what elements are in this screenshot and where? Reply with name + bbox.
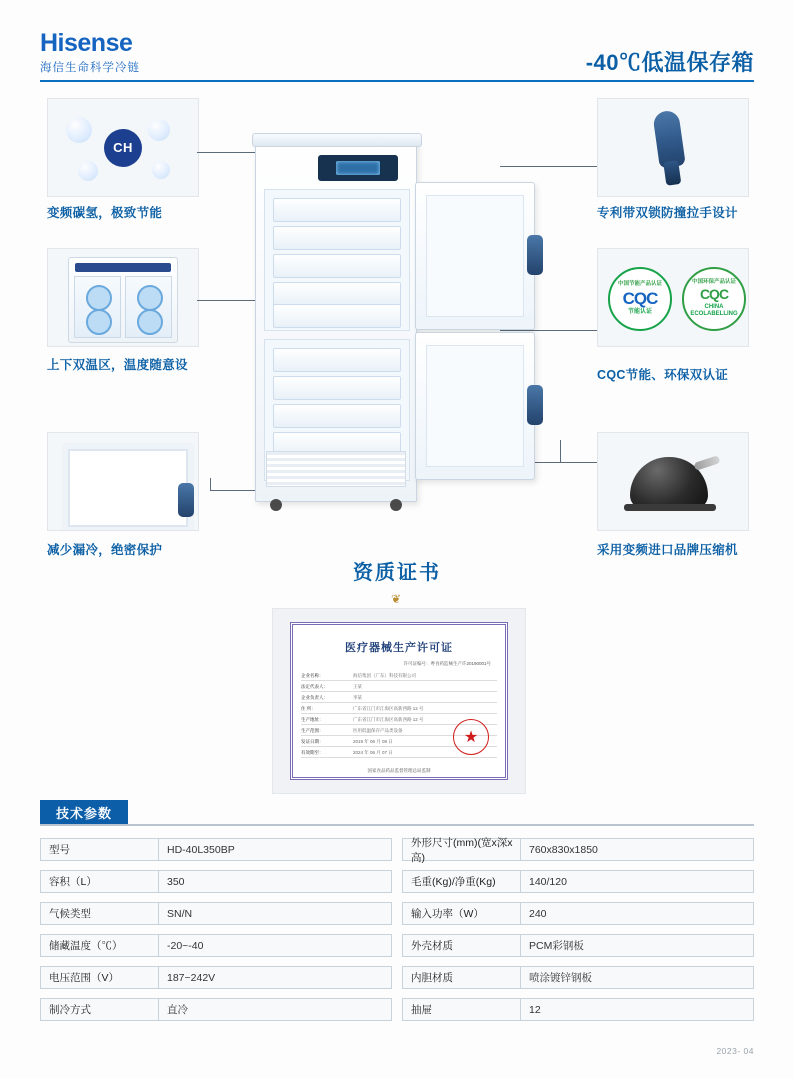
feature-image-compressor bbox=[597, 432, 749, 531]
compressor-pipe-decor bbox=[693, 455, 720, 471]
ch-molecule-icon: CH bbox=[104, 129, 142, 167]
spec-value: HD-40L350BP bbox=[167, 843, 235, 856]
table-row bbox=[402, 836, 754, 864]
spec-key: 气候类型 bbox=[41, 903, 159, 924]
spec-value: 240 bbox=[529, 907, 547, 920]
fan-icon bbox=[86, 309, 112, 335]
fan-icon bbox=[86, 285, 112, 311]
table-row bbox=[40, 870, 392, 893]
feature-caption-gasket: 减少漏冷，绝密保护 bbox=[47, 543, 163, 557]
spec-key: 外壳材质 bbox=[403, 935, 521, 956]
dual-zone-fridge-icon bbox=[68, 257, 178, 343]
certificate-field-row: 企业名称： 海信集团（广东）科技有限公司 bbox=[301, 673, 497, 681]
spec-value: 350 bbox=[167, 875, 185, 888]
certificate-field-row: 生产地址： 广东省江门市江海区高新西路 12 号 bbox=[301, 717, 497, 725]
connector-line bbox=[210, 478, 211, 490]
spec-key: 电压范围（V） bbox=[41, 967, 159, 988]
door-inner-panel bbox=[426, 345, 524, 467]
table-row bbox=[402, 902, 754, 925]
bubble-decor bbox=[78, 161, 98, 181]
feature-caption-certification: CQC节能、环保双认证 bbox=[597, 368, 729, 382]
page-date: 2023- 04 bbox=[716, 1046, 754, 1056]
drawer bbox=[273, 304, 401, 328]
spec-value: 140/120 bbox=[529, 875, 567, 888]
feature-image-handle bbox=[597, 98, 749, 197]
door-handle-icon bbox=[527, 235, 543, 275]
certificate-field-row: 法定代表人： 王某 bbox=[301, 684, 497, 692]
door-handle-icon bbox=[527, 385, 543, 425]
spec-section-tab: 技术参数 bbox=[40, 800, 128, 824]
table-row bbox=[402, 966, 754, 989]
spec-key: 容积（L） bbox=[41, 871, 159, 892]
product-illustration bbox=[215, 110, 560, 515]
fan-icon bbox=[137, 285, 163, 311]
certificate-image-frame bbox=[272, 608, 526, 794]
door-gasket-icon bbox=[62, 443, 194, 531]
table-row bbox=[402, 998, 754, 1021]
feature-image-certification bbox=[597, 248, 749, 347]
certificate-field-row: 生产范围： 医用低温保存产品类设备 bbox=[301, 728, 497, 736]
table-row bbox=[40, 934, 392, 957]
table-row bbox=[402, 934, 754, 957]
spec-value: -20~-40 bbox=[167, 939, 204, 952]
cqc-energy-icon: 中国节能产品认证 CQC 节能认证 bbox=[608, 267, 672, 331]
certificate-field-row: 有效期至： 2024 年 06 月 07 日 bbox=[301, 750, 497, 758]
spec-key: 储藏温度（℃） bbox=[41, 935, 159, 956]
connector-line bbox=[560, 440, 561, 462]
handle-decor bbox=[178, 483, 194, 517]
column-gap bbox=[392, 966, 402, 989]
control-panel bbox=[318, 155, 398, 181]
display-screen bbox=[336, 161, 380, 175]
spec-value: SN/N bbox=[167, 907, 193, 920]
upper-door bbox=[415, 182, 535, 330]
feature-image-gasket bbox=[47, 432, 199, 531]
table-row bbox=[402, 870, 754, 893]
page-title: -40℃低温保存箱 bbox=[585, 50, 754, 75]
spec-value: 187~242V bbox=[167, 971, 216, 984]
spec-key: 内胆材质 bbox=[403, 967, 521, 988]
caster-wheel bbox=[270, 499, 282, 511]
column-gap bbox=[392, 902, 402, 925]
spec-key: 毛重(Kg)/净重(Kg) bbox=[403, 871, 521, 892]
upper-compartment bbox=[264, 189, 410, 331]
certificate-field-row: 住 所： 广东省江门市江海区高新西路 12 号 bbox=[301, 706, 497, 714]
lower-door bbox=[415, 332, 535, 480]
feature-caption-dual-zone: 上下双温区，温度随意设 bbox=[47, 358, 188, 372]
door-inner-panel bbox=[426, 195, 524, 317]
compressor-icon bbox=[622, 449, 722, 513]
spec-key: 抽屉 bbox=[403, 999, 521, 1020]
spec-value: 760x830x1850 bbox=[529, 843, 598, 856]
table-row bbox=[40, 998, 392, 1021]
certificate-section-title: 资质证书 bbox=[353, 562, 441, 584]
flourish-ornament: ❦ bbox=[390, 592, 404, 606]
certification-badges bbox=[608, 267, 746, 331]
feature-caption-handle: 专利带双锁防撞拉手设计 bbox=[597, 206, 738, 220]
certificate-number: 许可证编号：粤食药监械生产许20190001号 bbox=[403, 661, 491, 666]
vent-grille bbox=[266, 451, 406, 487]
logo-wordmark: Hisense bbox=[40, 29, 133, 57]
cabinet-top-decor bbox=[252, 133, 422, 147]
door-left-decor bbox=[74, 276, 121, 338]
official-seal-icon: ★ bbox=[453, 719, 489, 755]
drawer bbox=[273, 226, 401, 250]
panel-decor bbox=[75, 263, 171, 272]
spec-value: 喷涂镀锌钢板 bbox=[529, 972, 592, 984]
compressor-base-decor bbox=[624, 504, 716, 511]
drawer bbox=[273, 404, 401, 428]
column-gap bbox=[392, 998, 402, 1021]
drawer bbox=[273, 198, 401, 222]
table-row bbox=[40, 902, 392, 925]
certificate-field-row: 发证日期： 2019 年 06 月 08 日 bbox=[301, 739, 497, 747]
door-right-decor bbox=[125, 276, 172, 338]
certificate-document bbox=[290, 622, 508, 780]
feature-image-ch-molecule bbox=[47, 98, 199, 197]
logo-subtitle: 海信生命科学冷链 bbox=[40, 62, 140, 75]
spec-key: 输入功率（W） bbox=[403, 903, 521, 924]
fan-icon bbox=[137, 309, 163, 335]
feature-image-dual-zone bbox=[47, 248, 199, 347]
spec-key: 外形尺寸(mm)(宽x深x高) bbox=[403, 839, 521, 860]
certificate-title: 医疗器械生产许可证 bbox=[345, 642, 453, 654]
column-gap bbox=[392, 934, 402, 957]
spec-value: 12 bbox=[529, 1003, 541, 1016]
page-header bbox=[40, 28, 754, 82]
table-row bbox=[40, 838, 392, 861]
drawer bbox=[273, 376, 401, 400]
feature-caption-compressor: 采用变频进口品牌压缩机 bbox=[597, 543, 738, 557]
drawer bbox=[273, 254, 401, 278]
bubble-decor bbox=[152, 161, 170, 179]
drawer bbox=[273, 282, 401, 306]
spec-value: 直冷 bbox=[167, 1004, 188, 1016]
drawer bbox=[273, 348, 401, 372]
spec-section-header bbox=[40, 800, 754, 826]
spec-value: PCM彩钢板 bbox=[529, 940, 584, 952]
cqc-eco-icon: 中国环保产品认证 CQC CHINA ECOLABELLING bbox=[682, 267, 746, 331]
feature-caption-energy-saving: 变频碳氢，极致节能 bbox=[47, 206, 163, 220]
spec-key: 制冷方式 bbox=[41, 999, 159, 1020]
bubble-decor bbox=[66, 117, 92, 143]
column-gap bbox=[392, 870, 402, 893]
freezer-cabinet bbox=[255, 140, 417, 502]
spec-table bbox=[40, 838, 754, 1021]
table-row bbox=[40, 966, 392, 989]
brand-logo bbox=[40, 28, 140, 75]
door-handle-icon bbox=[652, 109, 686, 168]
certificate-footer: 国家食品药品监督管理总局监制 bbox=[367, 768, 431, 773]
bubble-decor bbox=[148, 119, 170, 141]
certificate-field-row: 企业负责人： 李某 bbox=[301, 695, 497, 703]
column-gap bbox=[392, 838, 402, 861]
caster-wheel bbox=[390, 499, 402, 511]
spec-key: 型号 bbox=[41, 839, 159, 860]
